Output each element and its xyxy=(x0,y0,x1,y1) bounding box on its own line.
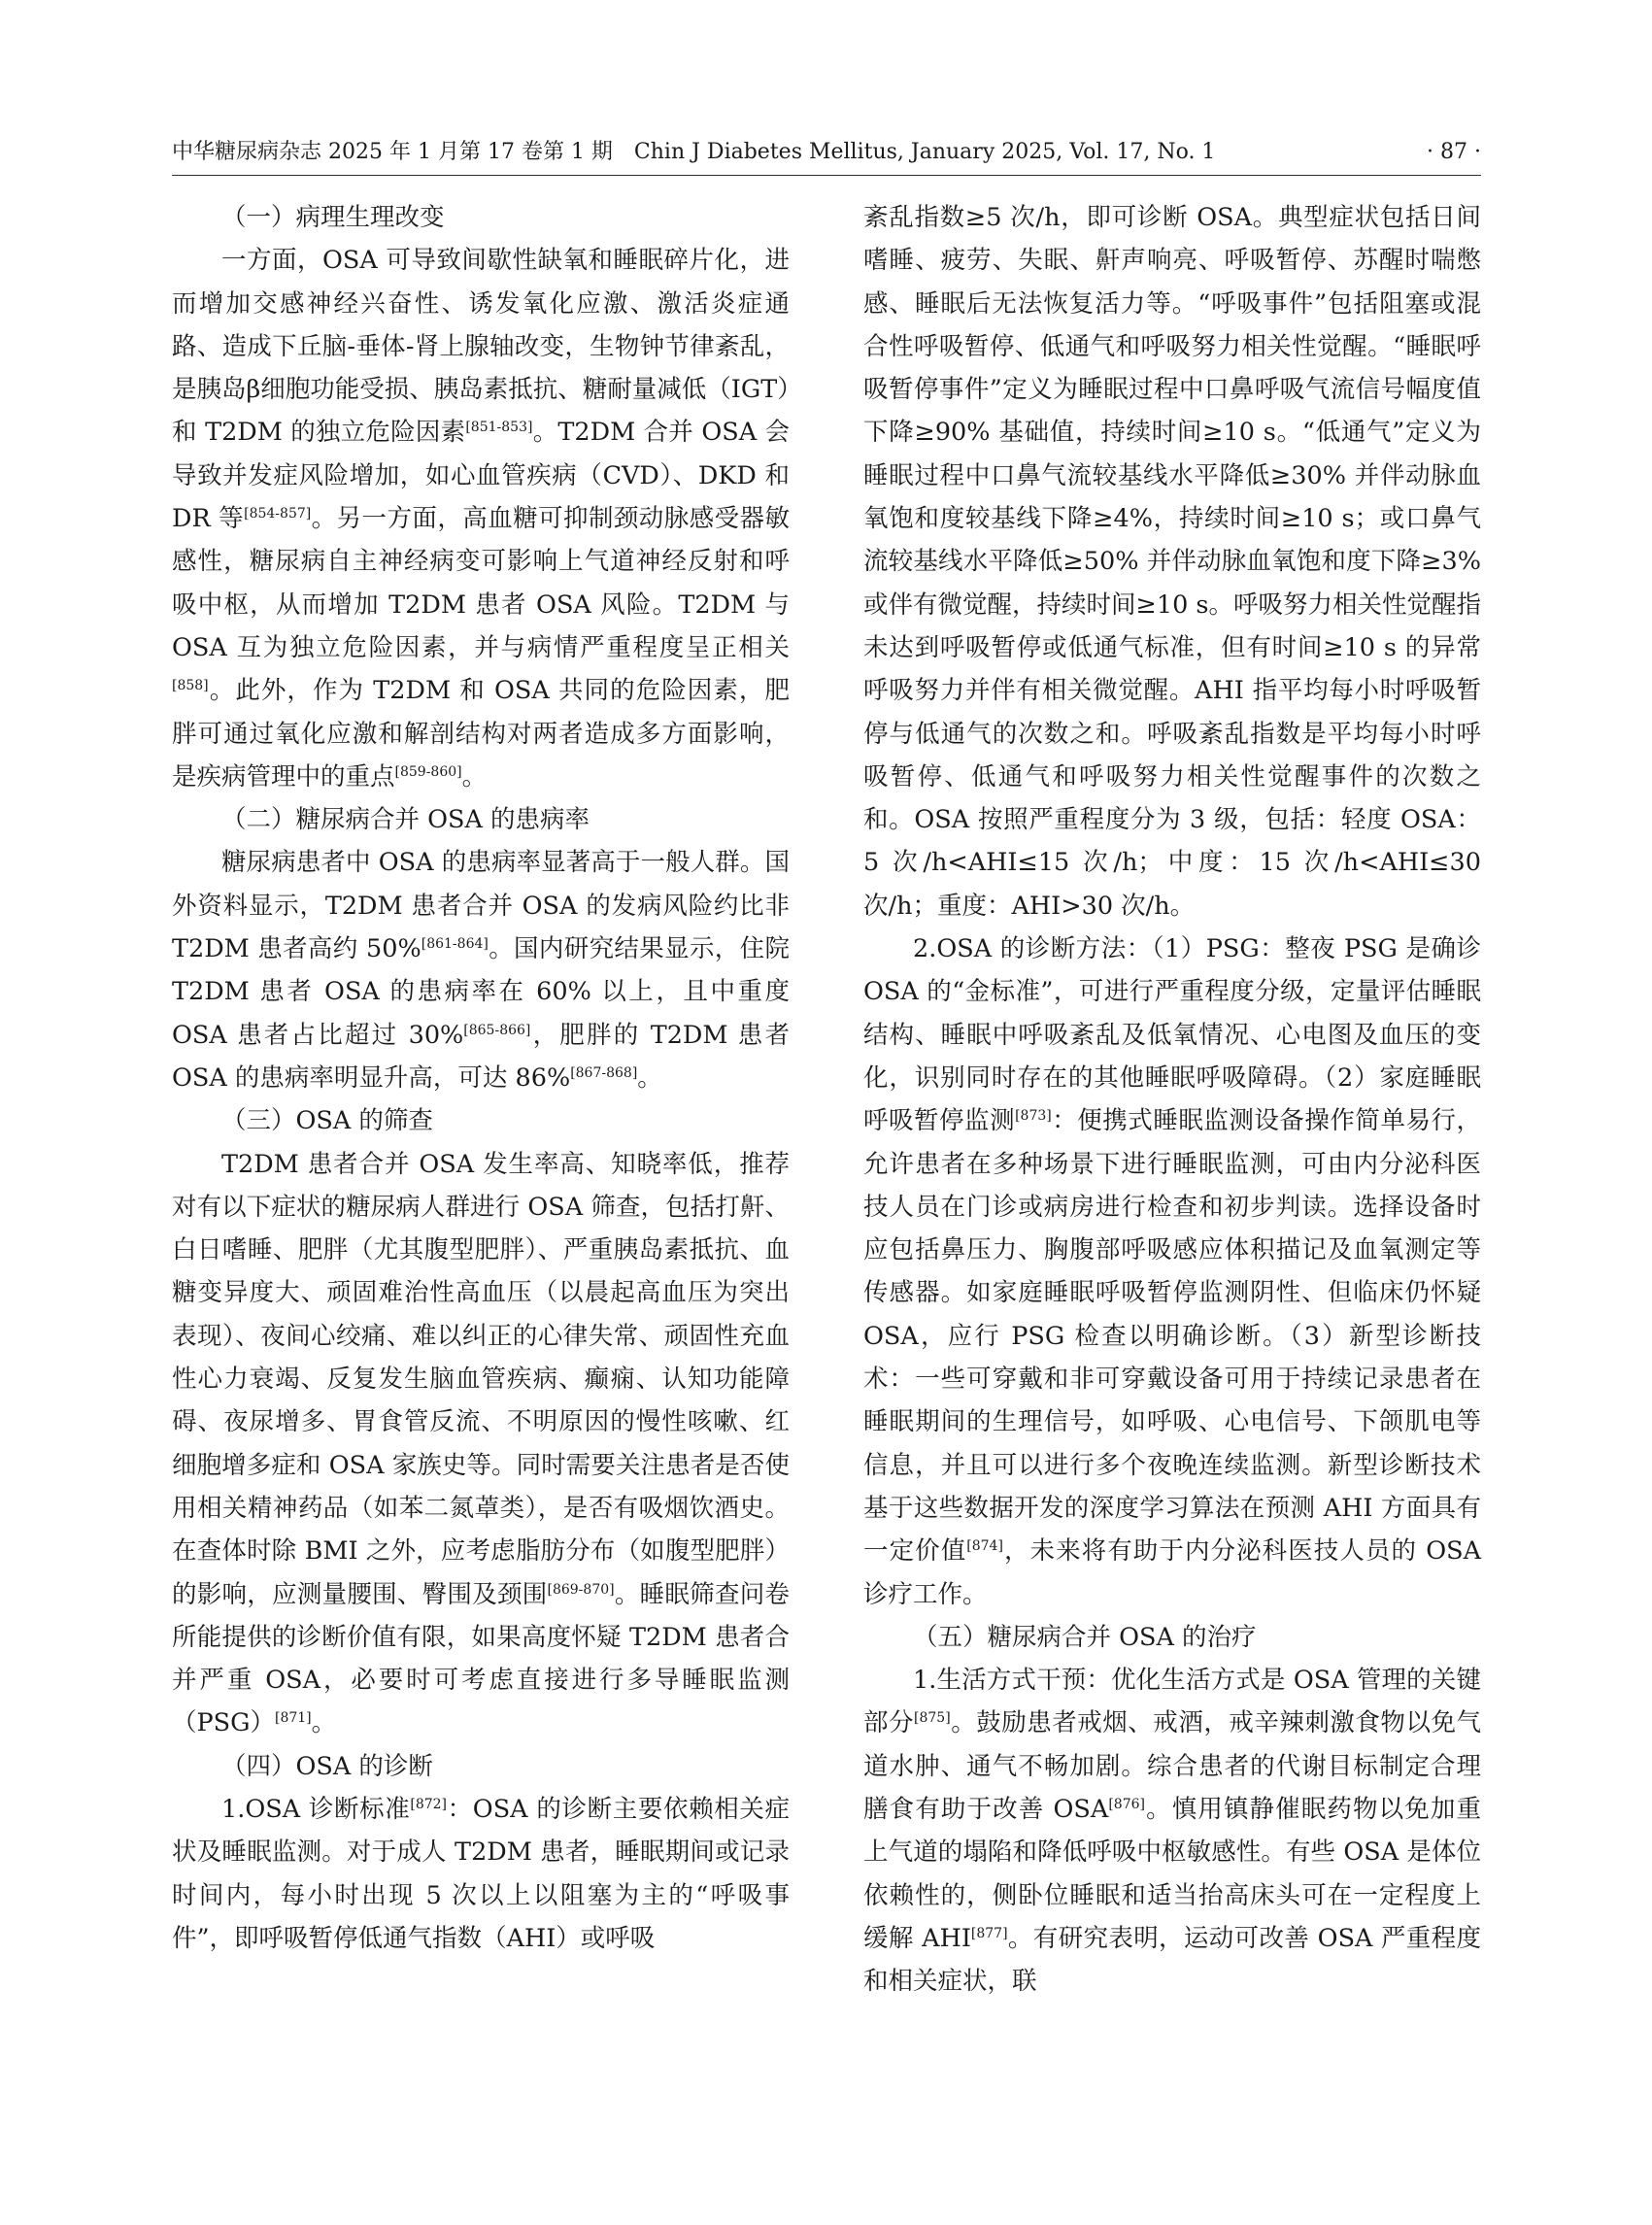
citation: [867-868] xyxy=(570,1064,638,1081)
text: 。慎用镇静催眠药物以免加重上气道的塌陷和降低呼吸中枢敏感性。有些 OSA 是体位依赖性的，侧卧位睡眠和适当抬高床头可在一定程度上缓解 AHI xyxy=(863,1794,1481,1953)
paragraph-diagnostic-methods xyxy=(863,927,1481,1616)
citation: [877] xyxy=(970,1925,1008,1941)
text: 1.生活方式干预：优化生活方式是 OSA 管理的关键部分 xyxy=(863,1666,1481,1738)
citation: [854-857] xyxy=(244,506,312,523)
citation: [865-866] xyxy=(463,1022,531,1038)
paragraph-screening xyxy=(172,1143,790,1745)
section-heading-diagnosis: （四）OSA 的诊断 xyxy=(221,1751,433,1781)
text: 。T2DM 合并 OSA 会导致并发症风险增加，如心血管疾病（CVD）、DKD 和 DR 等 xyxy=(172,418,790,534)
paragraph-prevalence xyxy=(172,841,790,1099)
text: 紊乱指数≥5 次/h，即可诊断 OSA。典型症状包括日间嗜睡、疲劳、失眠、鼾声响亮、呼吸暂停、苏醒时喘憋感、睡眠后无法恢复活力等。“呼吸事件”包括阻塞或混合性呼吸暂停、低通气和呼吸努力相关性觉醒。“睡眠呼吸暂停事件”定义为睡眠过程中口鼻呼吸气流信号幅度值下降≥90% 基础值，持续时间≥10 s。“低通气”定义为睡眠过程中口鼻气流较基线水平降低≥30% 并伴动脉血氧饱和度较基线下降≥4%，持续时间≥10 s；或口鼻气流较基线水平降低≥50% 并伴动脉血氧饱和度下降≥3% 或伴有微觉醒，持续时间≥10 s。呼吸努力相关性觉醒指未达到呼吸暂停或低通气标准，但有时间≥10 s 的异常呼吸努力并伴有相关微觉醒。AHI 指平均每小时呼吸暂停与低通气的次数之和。呼吸紊乱指数是平均每小时呼吸暂停、低通气和呼吸努力相关性觉醒事件的次数之和。OSA 按照严重程度分为 3 级，包括：轻度 OSA：5 次/h<AHI≤15 次/h；中度：15 次/h<AHI≤30 次/h；重度：AHI>30 次/h。 xyxy=(863,203,1482,921)
text: 。 xyxy=(311,1708,337,1738)
citation: [851-853] xyxy=(465,420,533,436)
text: 。另一方面，高血糖可抑制颈动脉感受器敏感性，糖尿病自主神经病变可影响上气道神经反射和呼吸中枢，从而增加 T2DM 患者 OSA 风险。T2DM 与 OSA 互为独立危险因素，并与病情严重程度呈正相关 xyxy=(172,504,790,662)
section-heading-treatment: （五）糖尿病合并 OSA 的治疗 xyxy=(913,1622,1257,1652)
citation: [869-870] xyxy=(547,1581,615,1598)
running-header xyxy=(172,136,1481,169)
citation: [859-860] xyxy=(394,763,462,780)
text: 。睡眠筛查问卷所能提供的诊断价值有限，如果高度怀疑 T2DM 患者合并严重 OSA，必要时可考虑直接进行多导睡眠监测（PSG） xyxy=(172,1579,790,1738)
citation: [875] xyxy=(914,1710,951,1727)
text: 2.OSA 的诊断方法：（1）PSG：整夜 PSG 是确诊 OSA 的“金标准”，可进行严重程度分级，定量评估睡眠结构、睡眠中呼吸紊乱及低氧情况、心电图及血压的变化，识别同时存在的其他睡眠呼吸障碍。（2）家庭睡眠呼吸暂停监测 xyxy=(863,934,1481,1136)
paragraph-diagnostic-criteria-continued xyxy=(863,196,1481,927)
left-column xyxy=(172,196,790,1960)
page-number: · 87 · xyxy=(1427,140,1481,164)
text: ：便携式睡眠监测设备操作简单易行，允许患者在多种场景下进行睡眠监测，可由内分泌科医技人员在门诊或病房进行检查和初步判读。选择设备时应包括鼻压力、胸腹部呼吸感应体积描记及血氧测定等传感器。如家庭睡眠呼吸暂停监测阴性、但临床仍怀疑 OSA，应行 PSG 检查以明确诊断。（3）新型诊断技术：一些可穿戴和非可穿戴设备可用于持续记录患者在睡眠期间的生理信号，如呼吸、心电信号、下颌肌电等信息，并且可以进行多个夜晚连续监测。新型诊断技术基于这些数据开发的深度学习算法在预测 AHI 方面具有一定价值 xyxy=(863,1106,1481,1567)
text: 糖尿病患者中 OSA 的患病率显著高于一般人群。国外资料显示，T2DM 患者合并 OSA 的发病风险约比非 T2DM 患者高约 50% xyxy=(172,848,790,964)
citation: [874] xyxy=(966,1538,1003,1555)
citation: [872] xyxy=(410,1796,448,1812)
section-heading-prevalence: （二）糖尿病合并 OSA 的患病率 xyxy=(221,805,590,835)
text: 一方面，OSA 可导致间歇性缺氧和睡眠碎片化，进而增加交感神经兴奋性、诱发氧化应激、激活炎症通路、造成下丘脑-垂体-肾上腺轴改变，生物钟节律紊乱，是胰岛β细胞功能受损、胰岛素抵抗、糖耐量减低（IGT）和 T2DM 的独立危险因素 xyxy=(172,246,790,448)
text: 。此外，作为 T2DM 和 OSA 共同的危险因素，肥胖可通过氧化应激和解剖结构对两者造成多方面影响，是疾病管理中的重点 xyxy=(172,676,790,792)
citation: [873] xyxy=(1015,1108,1052,1125)
section-heading-pathophysiology: （一）病理生理改变 xyxy=(221,203,445,232)
text: T2DM 患者合并 OSA 发生率高、知晓率低，推荐对有以下症状的糖尿病人群进行 OSA 筛查，包括打鼾、白日嗜睡、肥胖（尤其腹型肥胖）、严重胰岛素抵抗、血糖变异度大、顽固难治性高血压（以晨起高血压为突出表现）、夜间心绞痛、难以纠正的心律失常、顽固性充血性心力衰竭、反复发生脑血管疾病、癫痫、认知功能障碍、夜尿增多、胃食管反流、不明原因的慢性咳嗽、红细胞增多症和 OSA 家族史等。同时需要关注患者是否使用相关精神药品（如苯二氮䓬类），是否有吸烟饮酒史。在查体时除 BMI 之外，应考虑脂肪分布（如腹型肥胖）的影响，应测量腰围、臀围及颈围 xyxy=(172,1149,790,1609)
text: ，未来将有助于内分泌科医技人员的 OSA 诊疗工作。 xyxy=(863,1536,1481,1609)
paragraph-diagnostic-criteria xyxy=(172,1788,790,1960)
text: ：OSA 的诊断主要依赖相关症状及睡眠监测。对于成人 T2DM 患者，睡眠期间或记录时间内，每小时出现 5 次以上以阻塞为主的“呼吸事件”，即呼吸暂停低通气指数（AHI）或呼吸 xyxy=(172,1794,790,1953)
paragraph-pathophysiology xyxy=(172,239,790,798)
text: 1.OSA 诊断标准 xyxy=(221,1794,411,1824)
citation: [861-864] xyxy=(421,936,489,953)
right-column xyxy=(863,196,1481,2003)
citation: [858] xyxy=(172,678,209,694)
paragraph-lifestyle-intervention xyxy=(863,1659,1481,2003)
section-heading-screening: （三）OSA 的筛查 xyxy=(221,1106,433,1136)
text: 。鼓励患者戒烟、戒酒，戒辛辣刺激食物以免气道水肿、通气不畅加剧。综合患者的代谢目标制定合理膳食有助于改善 OSA xyxy=(863,1708,1481,1824)
text: ，肥胖的 T2DM 患者 OSA 的患病率明显升高，可达 86% xyxy=(172,1020,790,1093)
citation: [871] xyxy=(275,1710,312,1727)
text: 。 xyxy=(461,761,488,792)
citation: [876] xyxy=(1108,1796,1145,1812)
text: 。 xyxy=(637,1062,662,1093)
journal-citation: 中华糖尿病杂志 2025 年 1 月第 17 卷第 1 期 Chin J Diabetes Mellitus, January 2025, Vol. 17, No. 1 xyxy=(172,140,1216,164)
text: 。有研究表明，运动可改善 OSA 严重程度和相关症状，联 xyxy=(863,1923,1481,1997)
header-rule xyxy=(172,175,1481,176)
text: 。国内研究结果显示，住院 T2DM 患者 OSA 的患病率在 60% 以上，且中重度 OSA 患者占比超过 30% xyxy=(172,934,790,1050)
